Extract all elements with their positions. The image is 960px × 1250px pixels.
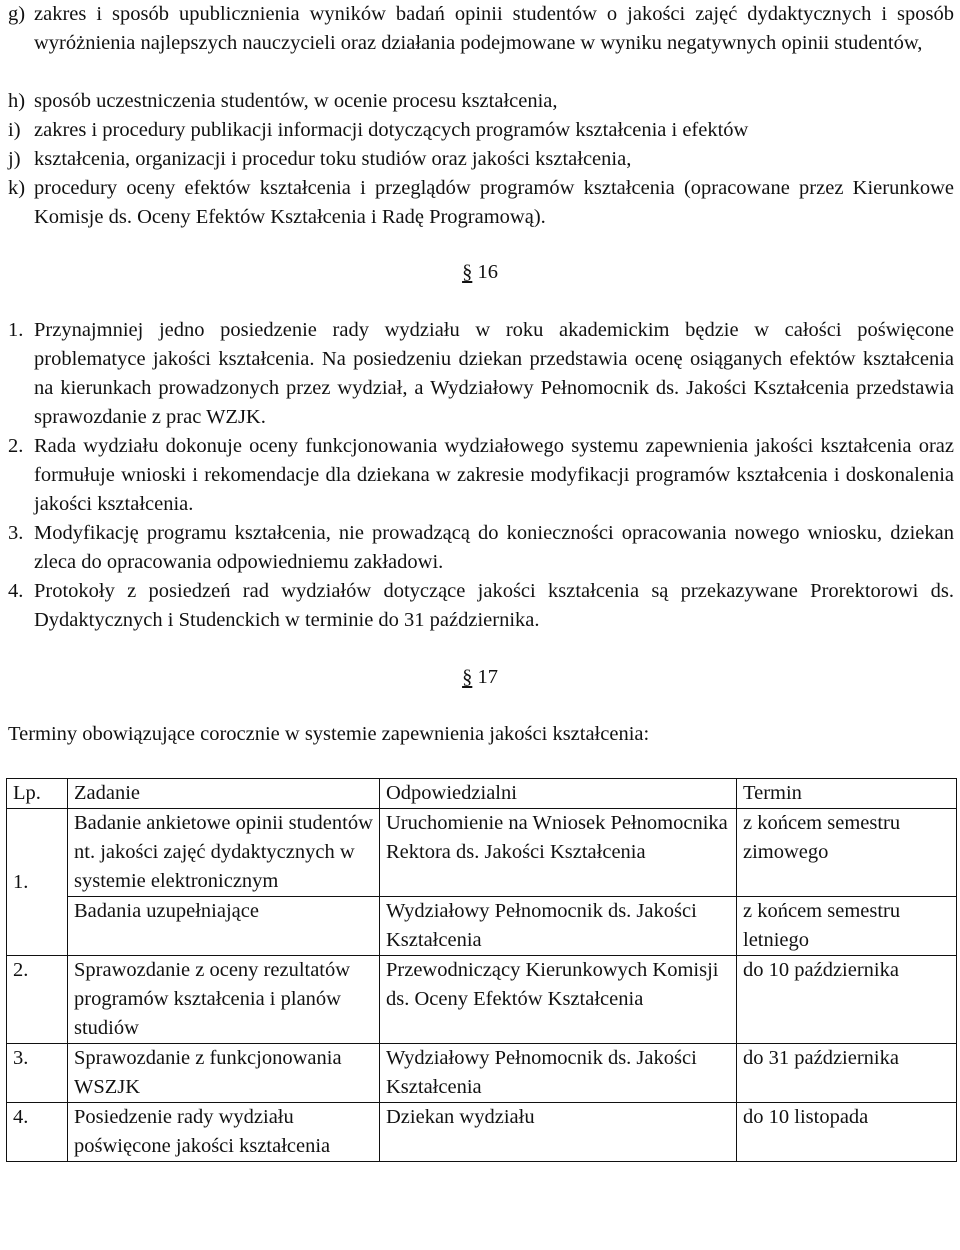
cell-lp: 1. bbox=[7, 809, 68, 956]
section-number: 16 bbox=[477, 261, 498, 283]
list-item-j bbox=[8, 145, 954, 174]
paragraph-marker: 1. bbox=[8, 319, 24, 341]
cell-term: do 10 października bbox=[737, 956, 957, 1044]
list-item-g bbox=[8, 0, 954, 58]
cell-term: z końcem semestru letniego bbox=[737, 897, 957, 956]
header-term: Termin bbox=[737, 779, 957, 809]
paragraph-text: Rada wydziału dokonuje oceny funkcjonowania wydziałowego systemu zapewnienia jakości kształcenia oraz formułuje wnioski i rekomendacje dla dziekana w zakresie modyfikacji programów kształcenia i doskonalenia jakości kształcenia. bbox=[34, 435, 954, 515]
cell-task: Badania uzupełniające bbox=[68, 897, 380, 956]
header-task: Zadanie bbox=[68, 779, 380, 809]
cell-responsible: Przewodniczący Kierunkowych Komisji ds. Oceny Efektów Kształcenia bbox=[380, 956, 737, 1044]
cell-responsible: Wydziałowy Pełnomocnik ds. Jakości Kształcenia bbox=[380, 897, 737, 956]
list-item-k bbox=[8, 174, 954, 232]
table-row bbox=[7, 1103, 957, 1162]
section-heading-17 bbox=[0, 663, 960, 692]
cell-responsible: Dziekan wydziału bbox=[380, 1103, 737, 1162]
cell-term: do 31 października bbox=[737, 1044, 957, 1103]
table-row bbox=[7, 809, 957, 897]
paragraph-text: Modyfikację programu kształcenia, nie prowadzącą do konieczności opracowania nowego wniosku, dziekan zleca do opracowania odpowiedniemu zakładowi. bbox=[34, 522, 954, 573]
cell-task: Posiedzenie rady wydziału poświęcone jakości kształcenia bbox=[68, 1103, 380, 1162]
section-heading-16 bbox=[0, 258, 960, 287]
paragraph-marker: 4. bbox=[8, 580, 24, 602]
list-marker: g) bbox=[8, 3, 26, 25]
cell-task: Sprawozdanie z oceny rezultatów programów kształcenia i planów studiów bbox=[68, 956, 380, 1044]
deadlines-table bbox=[6, 778, 957, 1162]
list-item-i bbox=[8, 116, 954, 145]
list-text: kształcenia, organizacji i procedur toku studiów oraz jakości kształcenia, bbox=[34, 148, 632, 170]
section-number: 17 bbox=[477, 666, 498, 688]
list-marker: i) bbox=[8, 119, 21, 141]
table-row bbox=[7, 897, 957, 956]
paragraph-marker: 3. bbox=[8, 522, 24, 544]
list-marker: j) bbox=[8, 148, 21, 170]
table-intro: Terminy obowiązujące corocznie w systemie zapewnienia jakości kształcenia: bbox=[8, 723, 650, 745]
list-text: procedury oceny efektów kształcenia i przeglądów programów kształcenia (opracowane przez Kierunkowe Komisje ds. Oceny Efektów Kształcenia i Radę Programową). bbox=[34, 177, 954, 228]
list-marker: h) bbox=[8, 90, 26, 112]
section-symbol: § bbox=[462, 666, 473, 688]
cell-term: z końcem semestru zimowego bbox=[737, 809, 957, 897]
cell-term: do 10 listopada bbox=[737, 1103, 957, 1162]
list-item-h bbox=[8, 87, 954, 116]
list-marker: k) bbox=[8, 177, 26, 199]
cell-responsible: Wydziałowy Pełnomocnik ds. Jakości Kształcenia bbox=[380, 1044, 737, 1103]
cell-lp: 3. bbox=[7, 1044, 68, 1103]
paragraph-2 bbox=[8, 432, 954, 519]
list-text: zakres i procedury publikacji informacji dotyczących programów kształcenia i efektów bbox=[34, 119, 749, 141]
header-responsible: Odpowiedzialni bbox=[380, 779, 737, 809]
table-row bbox=[7, 956, 957, 1044]
table-row bbox=[7, 1044, 957, 1103]
cell-lp: 2. bbox=[7, 956, 68, 1044]
header-lp: Lp. bbox=[7, 779, 68, 809]
paragraph-text: Przynajmniej jedno posiedzenie rady wydziału w roku akademickim będzie w całości poświęcone problematyce jakości kształcenia. Na posiedzeniu dziekan przedstawia ocenę osiąganych efektów kształcenia na kierunkach prowadzonych przez wydział, a Wydziałowy Pełnomocnik ds. Jakości Kształcenia przedstawia sprawozdanie z prac WZJK. bbox=[34, 319, 954, 428]
paragraph-text: Protokoły z posiedzeń rad wydziałów dotyczące jakości kształcenia są przekazywane Prorektorowi ds. Dydaktycznych i Studenckich w terminie do 31 października. bbox=[34, 580, 954, 631]
list-text: zakres i sposób upublicznienia wyników badań opinii studentów o jakości zajęć dydaktycznych i sposób wyróżnienia najlepszych nauczycieli oraz działania podejmowane w wyniku negatywnych opinii studentów, bbox=[34, 3, 954, 54]
section-symbol: § bbox=[462, 261, 473, 283]
cell-task: Sprawozdanie z funkcjonowania WSZJK bbox=[68, 1044, 380, 1103]
table-header-row bbox=[7, 779, 957, 809]
paragraph-1 bbox=[8, 316, 954, 432]
cell-responsible: Uruchomienie na Wniosek Pełnomocnika Rektora ds. Jakości Kształcenia bbox=[380, 809, 737, 897]
cell-task: Badanie ankietowe opinii studentów nt. jakości zajęć dydaktycznych w systemie elektronicznym bbox=[68, 809, 380, 897]
paragraph-3 bbox=[8, 519, 954, 577]
paragraph-marker: 2. bbox=[8, 435, 24, 457]
list-text: sposób uczestniczenia studentów, w ocenie procesu kształcenia, bbox=[34, 90, 558, 112]
paragraph-4 bbox=[8, 577, 954, 635]
cell-lp: 4. bbox=[7, 1103, 68, 1162]
